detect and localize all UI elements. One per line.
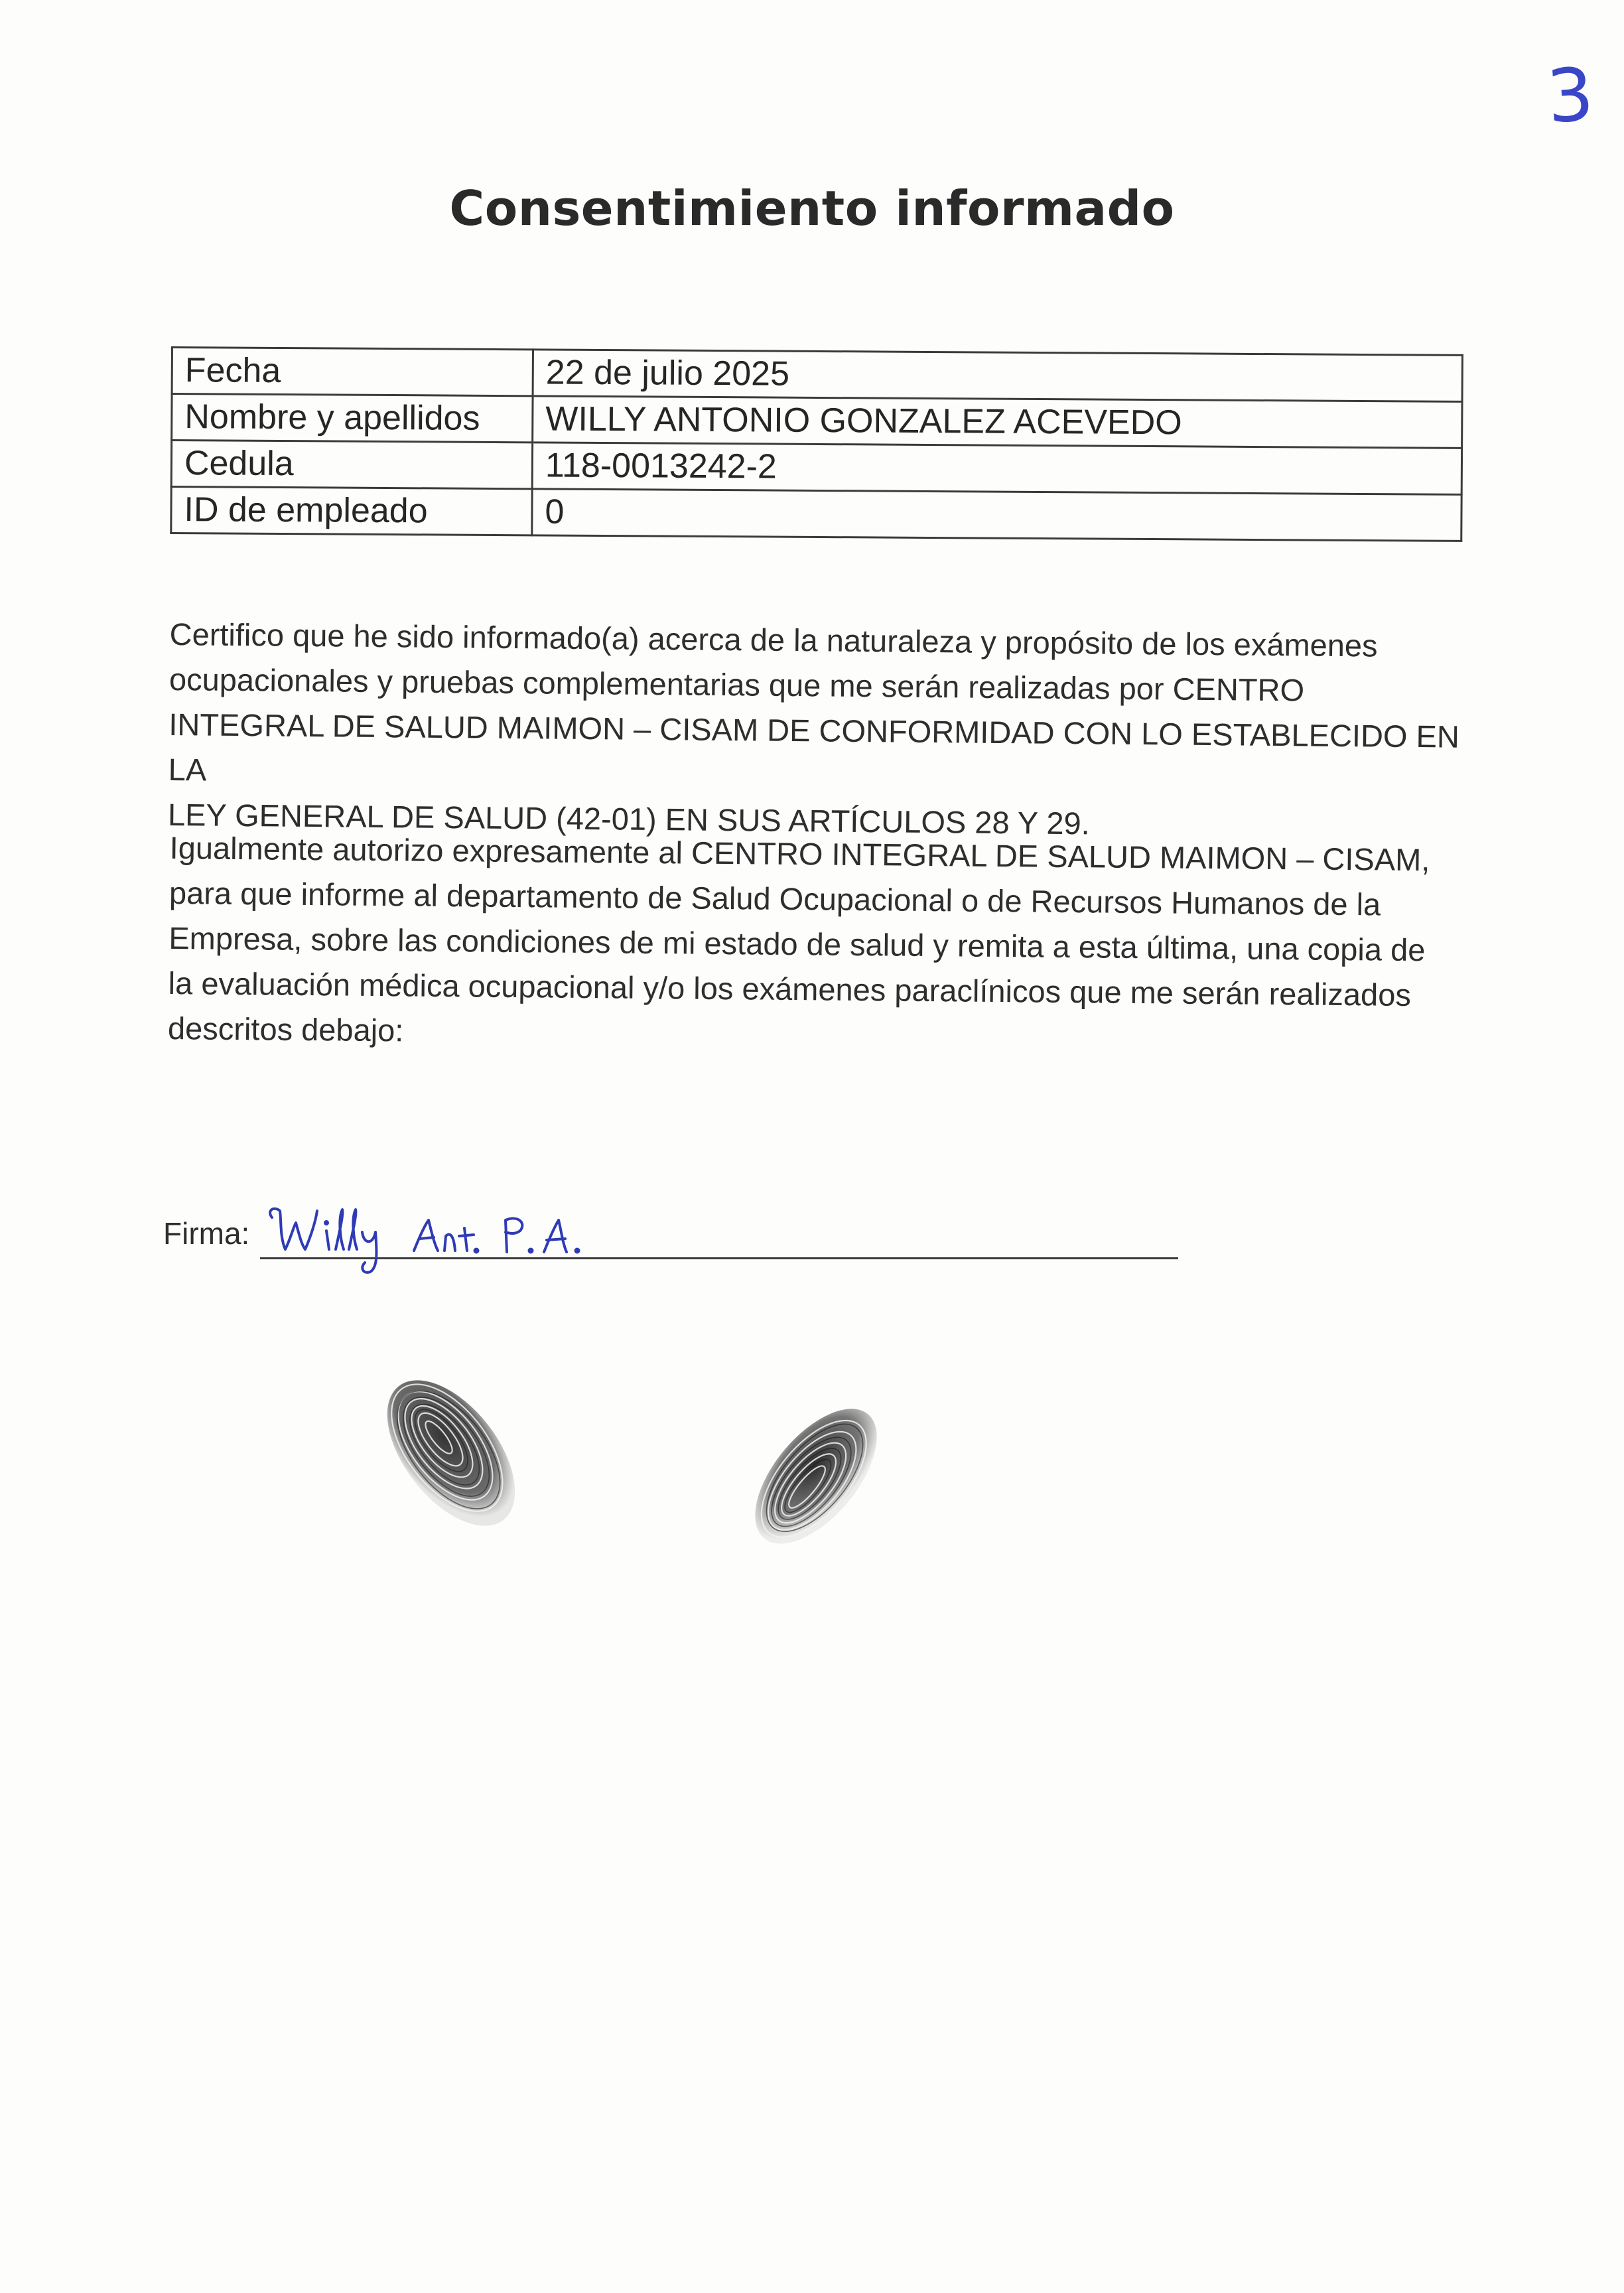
paragraph-line: Empresa, sobre las condiciones de mi estado de salud y remita a esta última, una copia de (169, 920, 1426, 968)
paragraph-line: INTEGRAL DE SALUD MAIMON – CISAM DE CONFORMIDAD CON LO ESTABLECIDO EN LA (168, 706, 1460, 788)
cedula-label: Cedula (171, 441, 532, 489)
employee-id-label: ID de empleado (171, 487, 532, 535)
cedula-value: 118-0013242-2 (532, 443, 1461, 495)
paragraph-line: Certifico que he sido informado(a) acerca de la naturaleza y propósito de los exámenes (169, 616, 1378, 663)
handwritten-signature (260, 1191, 632, 1284)
paragraph-line: Igualmente autorizo expresamente al CENTRO INTEGRAL DE SALUD MAIMON – CISAM, (169, 829, 1430, 878)
paragraph-line: para que informe al departamento de Salud Ocupacional o de Recursos Humanos de la (169, 874, 1381, 922)
fingerprint-right (730, 1387, 902, 1566)
nombre-label: Nombre y apellidos (172, 394, 533, 443)
signature-label: Firma: (163, 1216, 250, 1251)
page-title: Consentimiento informado (449, 180, 1175, 236)
table-row (171, 487, 1461, 541)
fecha-label: Fecha (172, 348, 533, 396)
info-table (170, 346, 1463, 542)
paragraph-line: LEY GENERAL DE SALUD (42-01) EN SUS ARTÍCULOS 28 Y 29. (167, 796, 1090, 841)
table-row (172, 348, 1462, 402)
table-row (172, 394, 1462, 449)
paragraph-line: descritos debajo: (167, 1010, 404, 1048)
page-number: 3 (1544, 51, 1597, 140)
paragraph-line: la evaluación médica ocupacional y/o los exámenes paraclínicos que me serán realizados (168, 965, 1412, 1012)
table-row (171, 441, 1461, 495)
certification-paragraph (168, 612, 1470, 850)
fecha-value: 22 de julio 2025 (533, 350, 1462, 402)
fingerprint-left (358, 1360, 544, 1546)
authorization-paragraph (168, 825, 1470, 1064)
nombre-value: WILLY ANTONIO GONZALEZ ACEVEDO (533, 396, 1462, 449)
employee-id-value: 0 (532, 489, 1461, 541)
paragraph-line: ocupacionales y pruebas complementarias que me serán realizadas por CENTRO (169, 661, 1305, 708)
